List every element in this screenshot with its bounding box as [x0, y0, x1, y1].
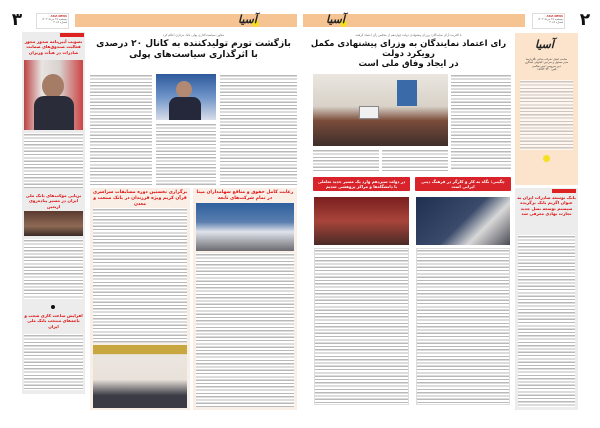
text-mapna: [196, 253, 294, 407]
sidebar-headline-3[interactable]: افزایش ساعت کاری شعب و باجه‌های منتخب بانک ملی ایران: [24, 313, 83, 329]
staff-line: مدیر مسئول و سردبیر: کیانوش عسگری: [524, 61, 569, 65]
main-headline-left[interactable]: [90, 39, 297, 61]
sidebar-tag: [60, 33, 84, 37]
main-kicker-right: با اکثریت آرای نمایندگان؛ وزرای پیشنهادی دولت چهاردهم از مجلس رأی اعتماد گرفتند: [355, 33, 462, 37]
masthead-date: پنجشنبه ۲۹ مرداد ۱۴۰۳: [537, 18, 563, 22]
text-chegini: [416, 248, 510, 405]
sidebar-headline-2[interactable]: برپایی موکب‌های بانک ملی ایران در مسیر پیاده‌روی اربعین: [25, 193, 82, 209]
text-quran: [93, 208, 187, 343]
sidebar-tag: [552, 189, 576, 193]
main-text-under-photo-1: [382, 149, 448, 171]
main-photo-speaker: [156, 74, 216, 120]
headline-line-2: با اثرگذاری سیاست‌های پولی: [129, 49, 258, 60]
main-text-right-col: [451, 74, 511, 171]
main-text-col-1: [220, 74, 297, 185]
masthead-issue: شماره ۴۰۸۶: [549, 21, 563, 25]
sidebar-text-2: [24, 239, 83, 299]
headline-line-1: بازگشت تورم تولیدکننده به کانال ۲۰ درصدی: [96, 39, 291, 49]
photo-mapna-meeting: [196, 203, 294, 251]
logo-left: آسیا: [238, 13, 257, 26]
photo-cabinet-meeting: [313, 74, 448, 146]
main-text-under-photo-2: [313, 149, 379, 171]
staff-line: دبیر سرویس: ثمین صالحی: [532, 64, 561, 68]
masthead-en: ASIA NEWS: [50, 15, 67, 18]
staff-line: صاحب امتیاز: شرکت ساعی نگارپارسا: [525, 58, 568, 61]
staff-logo: آسیا: [535, 38, 554, 51]
staff-line: تلفن: ۸۸۹۳۰۹۴۰-۱: [536, 68, 557, 72]
text-universities: [314, 248, 409, 405]
sidebar-photo-minister: [24, 60, 83, 130]
main-text-col-3: [90, 74, 152, 185]
masthead-en: ASIA NEWS: [546, 15, 563, 18]
page-number-left: ۳: [11, 10, 23, 30]
header-bar-left: [75, 14, 297, 27]
headline-line-1: رای اعتماد نمایندگان به وزرای پیشنهادی مکمل رویکرد دولت: [310, 39, 507, 60]
headline-mapna[interactable]: رعایت کامل حقوق و منافع سهامداران مپنا در تمام شرکت‌های تابعه: [196, 190, 294, 201]
separator-dot-icon: [51, 305, 55, 309]
sidebar-headline-edbi[interactable]: بانک توسعه صادرات ایران به عنوان اگزیم بانک برگزیده سیستم توسعه نسل جدید تجارت نهادی معرفی شد: [517, 195, 576, 217]
photo-universities: [314, 197, 409, 245]
photo-chegini: [416, 197, 510, 245]
sidebar-text-1: [24, 133, 83, 188]
sidebar-headline-1[interactable]: تصویب آیین‌نامه صدور مجوز فعالیت صندوق‌های ضمانت صادرات در هیأت وزیران: [24, 39, 83, 55]
main-headline-right[interactable]: [305, 39, 512, 70]
masthead-right: [532, 13, 565, 29]
logo-right: آسیا: [326, 13, 345, 26]
banner-chegini[interactable]: چگینی: نگاه به کار و کارگر در فرهنگ دینی ایرانی است: [415, 177, 511, 191]
sidebar-photo-mokeb: [24, 211, 83, 236]
sidebar-text-edbi: [518, 235, 575, 407]
photo-quran-ceremony: [93, 345, 187, 408]
banner-universities[interactable]: در دولت سیزدهم وارد یک مسیر جدید تعاملی با دانشگاه‌ها و مراکز پژوهشی شدیم: [313, 177, 410, 191]
masthead-date: پنجشنبه ۲۹ مرداد ۱۴۰۳: [41, 18, 67, 22]
masthead-issue: شماره ۴۰۸۶: [53, 21, 67, 25]
sidebar-text-3: [24, 334, 83, 390]
headline-quran[interactable]: برگزاری نخستین دوره مسابقات سراسری قرآن کریم ویژه فرزندان در بانک صنعت و معدن: [92, 190, 188, 207]
staff-sun-icon: [543, 155, 550, 162]
masthead-left: [36, 13, 69, 29]
headline-line-2: در ایجاد وفاق ملی است: [358, 59, 459, 70]
page-number-right: ۲: [579, 10, 591, 30]
main-kicker-left: معاون سیاست‌گذاری پولی بانک مرکزی اعلام کرد: [162, 33, 225, 37]
main-text-col-2: [156, 123, 216, 185]
staff-lines: [517, 58, 576, 72]
staff-text: [520, 80, 573, 150]
